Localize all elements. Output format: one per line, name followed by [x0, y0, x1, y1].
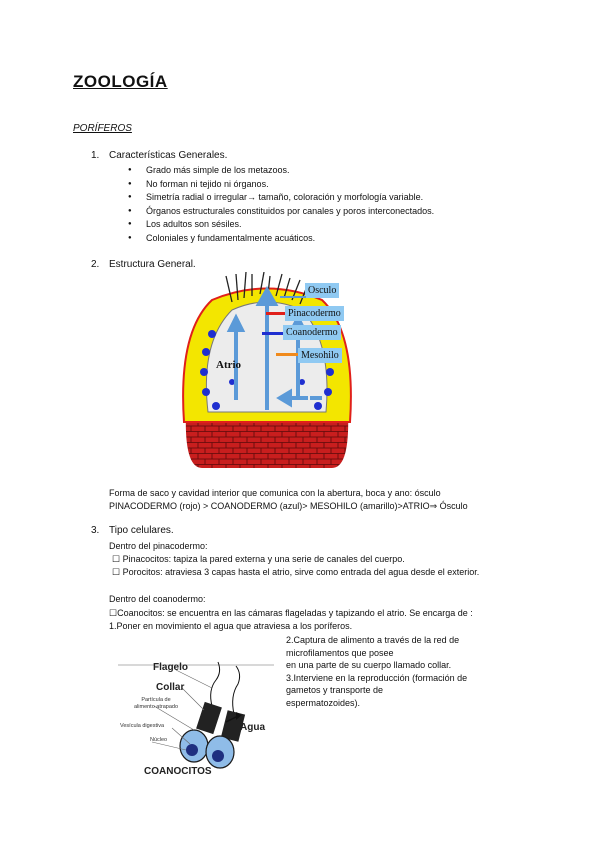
function-line: espermatozoides).: [286, 697, 361, 708]
item-3-number: 3.: [91, 525, 100, 536]
list-item: ● Grado más simple de los metazoos.: [128, 164, 434, 178]
list-item: ● Simetría radial o irregular→ tamaño, coloración y morfología variable.: [128, 191, 434, 205]
function-line: gametos y transporte de: [286, 685, 384, 695]
list-item: ● Coloniales y fundamentalmente acuáticos.: [128, 232, 434, 246]
pinacodermo-heading: Dentro del pinacodermo:: [109, 541, 208, 551]
atrio-label: Atrio: [216, 359, 242, 371]
osculo-label: Osculo: [305, 283, 339, 298]
item-3-title: Tipo celulares.: [109, 525, 174, 536]
function-line: 3.Interviene en la reproducción (formación de: [286, 672, 468, 683]
particula-label: Partícula de alimento atrapado: [133, 697, 179, 710]
flagelo-label: Flagelo: [153, 662, 189, 673]
list-item: ● Los adultos son sésiles.: [128, 218, 434, 232]
item-2-heading: [91, 259, 196, 270]
coanodermo-label: Coanodermo: [283, 325, 341, 340]
item-2-number: 2.: [91, 259, 100, 270]
structure-desc-line2: PINACODERMO (rojo) > COANODERMO (azul)> MESOHILO (amarillo)>ATRIO⇒ Ósculo: [109, 501, 468, 511]
osculo-pointer: [280, 296, 306, 298]
page-title: ZOOLOGÍA: [73, 72, 168, 91]
collar-label: Collar: [156, 682, 185, 693]
item-1-title: Características Generales.: [109, 150, 228, 161]
figure-caption: COANOCITOS: [144, 766, 212, 777]
item-3-heading: [91, 525, 174, 536]
vesicula-label: Vesícula digestiva: [120, 723, 165, 729]
coanocitos-line: ☐Coanocitos: se encuentra en las cámaras flageladas y tapizando el atrio. Se encarga de :: [109, 608, 473, 618]
function-line: microfilamentos que posee: [286, 647, 394, 658]
mesohilo-pointer: [276, 353, 298, 356]
section-heading: PORÍFEROS: [73, 123, 132, 134]
porocitos-line: ☐ Porocitos: atraviesa 3 capas hasta el atrio, sirve como entrada del agua desde el exterior.: [112, 567, 480, 577]
mesohilo-label: Mesohilo: [298, 348, 342, 363]
agua-label: Agua: [240, 722, 265, 733]
item-1-number: 1.: [91, 150, 100, 161]
structure-desc-line1: Forma de saco y cavidad interior que comunica con la abertura, boca y ano: ósculo: [109, 488, 441, 498]
list-item: ● Órganos estructurales constituidos por canales y poros interconectados.: [128, 205, 434, 219]
coanodermo-heading: Dentro del coanodermo:: [109, 594, 206, 604]
choanocytes-figure: [116, 660, 276, 782]
choanocytes-diagram: [116, 660, 276, 782]
coanodermo-pointer: [262, 332, 283, 335]
item-1-heading: [91, 150, 227, 161]
pinacocitos-line: ☐ Pinacocitos: tapiza la pared externa y una serie de canales del cuerpo.: [112, 554, 405, 564]
pinacodermo-pointer: [266, 312, 285, 315]
item-2-title: Estructura General.: [109, 259, 196, 270]
coanocitos-function-1: 1.Poner en movimiento el agua que atraviesa a los poríferos.: [109, 621, 353, 631]
function-line: en una parte de su cuerpo llamado collar.: [286, 660, 452, 670]
coanocitos-functions-right: [286, 634, 467, 709]
pinacodermo-label: Pinacodermo: [285, 306, 344, 321]
nucleo-label: Núcleo: [150, 737, 168, 743]
characteristics-list: [128, 164, 434, 246]
function-line: 2.Captura de alimento a través de la red de: [286, 635, 460, 645]
sponge-diagram: [172, 272, 362, 468]
sponge-structure-figure: [172, 272, 362, 468]
list-item: ● No forman ni tejido ni órganos.: [128, 178, 434, 192]
